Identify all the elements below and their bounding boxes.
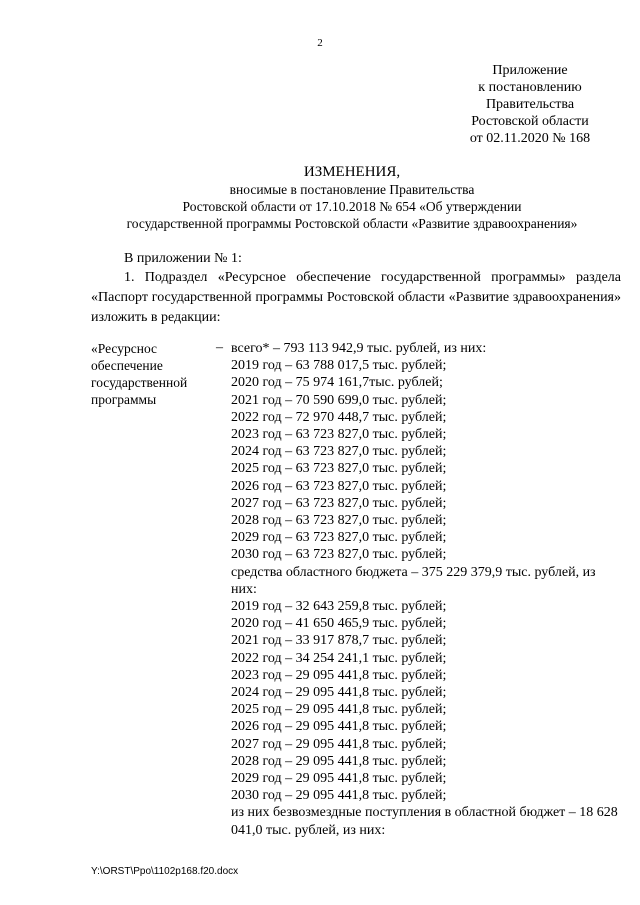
label-line: «Ресурснос (91, 341, 158, 356)
file-path-footer: Y:\ORST\Ppo\1102p168.f20.docx (91, 866, 239, 877)
appendix-header (440, 62, 620, 147)
year-line: 2025 год – 29 095 441,8 тыс. рублей; (231, 702, 447, 718)
separator-dash: – (216, 340, 223, 355)
year-line: 2020 год – 41 650 465,9 тыс. рублей; (231, 616, 447, 632)
year-line: 2022 год – 34 254 241,1 тыс. рублей; (231, 650, 447, 666)
appendix-line: Приложение (492, 63, 568, 78)
item-1-paragraph: 1. Подраздел «Ресурсное обеспечение государственной программы» раздела «Паспорт государственной программы Ростовской области «Развитие здравоохранения» изложить в редакции: (91, 270, 621, 325)
regional-budget-line: средства областного бюджета – 375 229 379,9 тыс. рублей, из них: (231, 564, 596, 597)
year-line: 2028 год – 29 095 441,8 тыс. рублей; (231, 753, 447, 769)
year-line: 2026 год – 63 723 827,0 тыс. рублей; (231, 478, 447, 494)
year-line: 2019 год – 63 788 017,5 тыс. рублей; (231, 358, 447, 374)
year-line: 2019 год – 32 643 259,8 тыс. рублей; (231, 599, 447, 615)
year-line: 2024 год – 29 095 441,8 тыс. рублей; (231, 685, 447, 701)
year-line: 2020 год – 75 974 161,7тыс. рублей; (231, 375, 443, 391)
label-line: программы (91, 392, 157, 407)
total-funding-line: всего* – 793 113 942,9 тыс. рублей, из них: (231, 341, 487, 356)
appendix-line: от 02.11.2020 № 168 (469, 131, 591, 146)
gratuitous-receipts-line: из них безвозмездные поступления в областной бюджет – 18 628 041,0 тыс. рублей, из них: (231, 805, 618, 838)
year-line: 2025 год – 63 723 827,0 тыс. рублей; (231, 461, 447, 477)
resource-label (91, 340, 211, 408)
year-line: 2027 год – 63 723 827,0 тыс. рублей; (231, 495, 447, 511)
year-line: 2029 год – 29 095 441,8 тыс. рублей; (231, 771, 447, 787)
appendix-line: Ростовской области (471, 114, 589, 129)
intro-paragraph: В приложении № 1: (124, 251, 242, 266)
appendix-line: к постановлению (478, 80, 582, 95)
page-number: 2 (317, 37, 323, 49)
year-line: 2026 год – 29 095 441,8 тыс. рублей; (231, 719, 447, 735)
funding-details (231, 340, 624, 839)
year-line: 2024 год – 63 723 827,0 тыс. рублей; (231, 444, 447, 460)
year-line: 2022 год – 72 970 448,7 тыс. рублей; (231, 409, 447, 425)
title-line: государственной программы Ростовской области «Развитие здравоохранения» (126, 216, 578, 231)
year-line: 2030 год – 63 723 827,0 тыс. рублей; (231, 547, 447, 563)
label-line: государственной (91, 375, 188, 390)
title-heading: ИЗМЕНЕНИЯ, (303, 164, 401, 180)
title-line: вносимые в постановление Правительства (229, 182, 475, 197)
year-line: 2027 год – 29 095 441,8 тыс. рублей; (231, 736, 447, 752)
document-title (82, 164, 622, 232)
year-line: 2021 год – 33 917 878,7 тыс. рублей; (231, 633, 447, 649)
appendix-line: Правительства (485, 97, 575, 112)
year-line: 2023 год – 29 095 441,8 тыс. рублей; (231, 667, 447, 683)
year-line: 2029 год – 63 723 827,0 тыс. рублей; (231, 530, 447, 546)
year-line: 2021 год – 70 590 699,0 тыс. рублей; (231, 392, 447, 408)
year-line: 2028 год – 63 723 827,0 тыс. рублей; (231, 513, 447, 529)
year-line: 2030 год – 29 095 441,8 тыс. рублей; (231, 788, 447, 804)
label-line: обеспечение (91, 358, 163, 373)
year-line: 2023 год – 63 723 827,0 тыс. рублей; (231, 427, 447, 443)
title-line: Ростовской области от 17.10.2018 № 654 «Об утверждении (182, 199, 522, 214)
